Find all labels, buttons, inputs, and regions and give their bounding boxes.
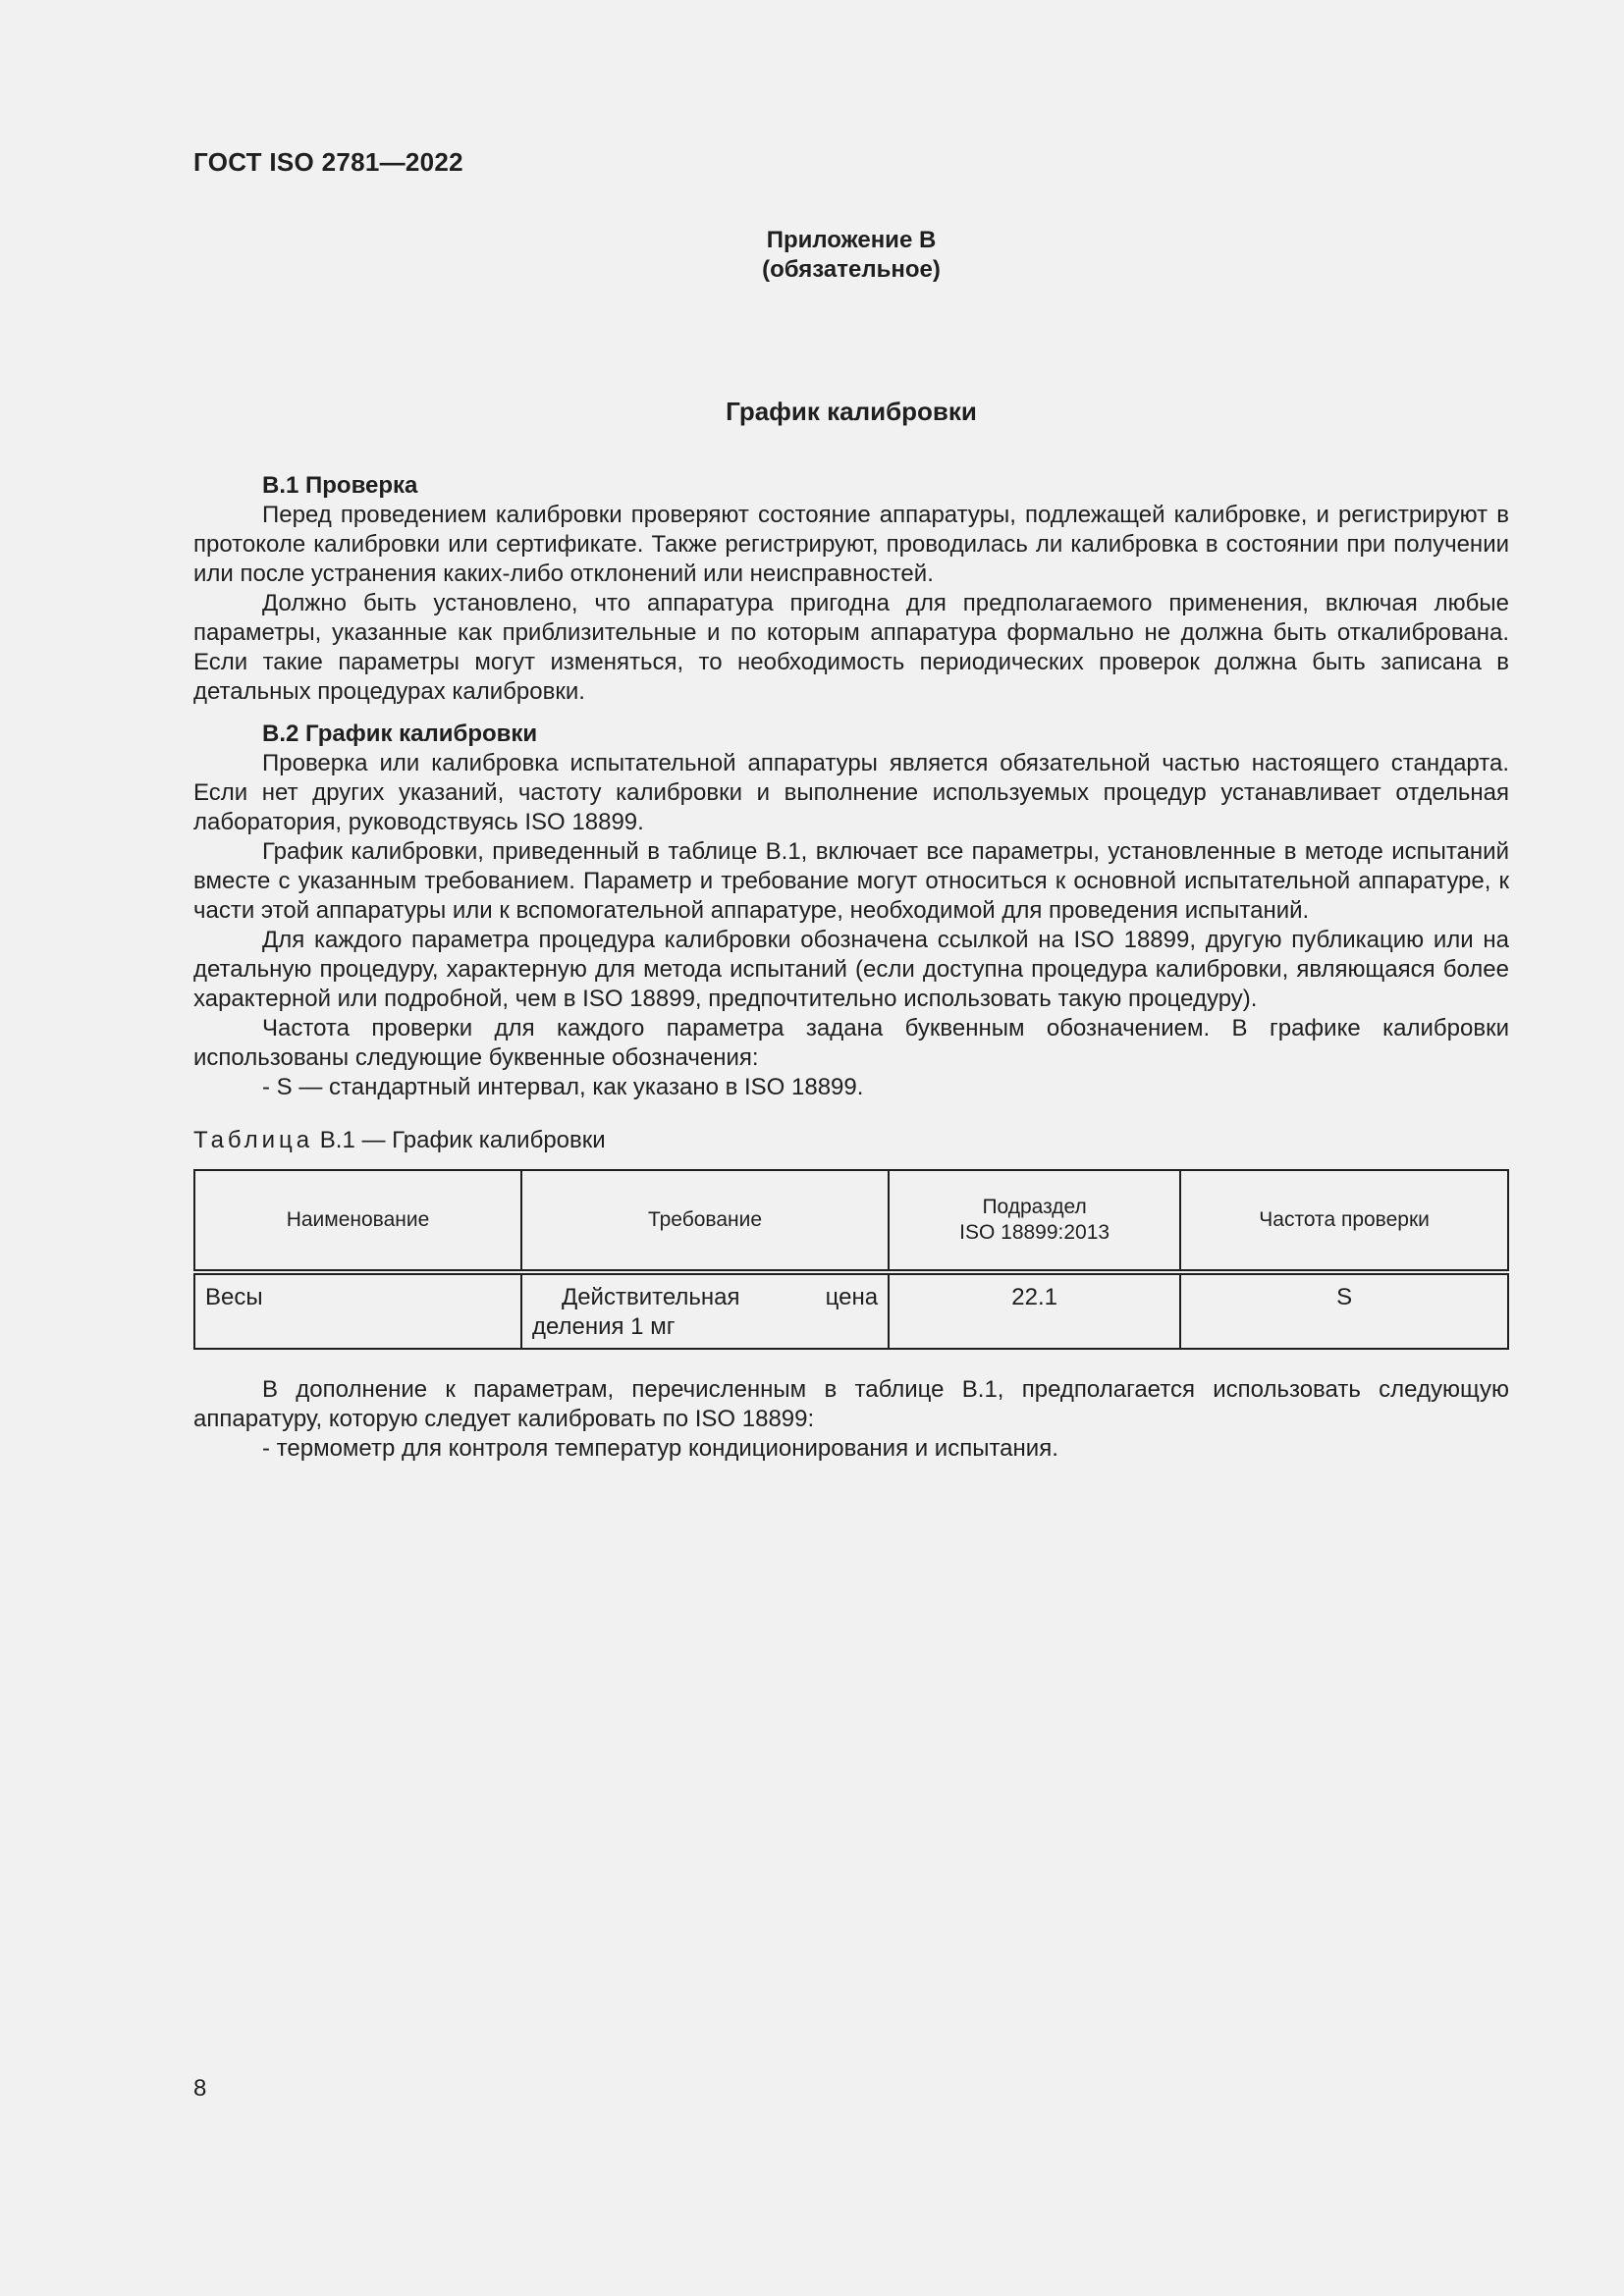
document-title: График калибровки [726,397,977,426]
annex-title: Приложение В [766,227,937,253]
header-requirement: Требование [521,1170,889,1272]
list-item: - S — стандартный интервал, как указано в ISO 18899. [262,1074,864,1100]
table-caption [193,1126,1509,1155]
page-number: 8 [193,2075,207,2102]
header-subsection-line1: Подраздел [982,1196,1087,1218]
annex-heading [193,226,1509,285]
section-b1-paragraph: Должно быть установлено, что аппаратура пригодна для предполагаемого применения, включая любые параметры, указанные как приблизительные и по которым аппаратура формально не должна быть откалибрована. Если такие параметры могут изменяться, то необходимость периодических проверок должна быть записана в детальных процедурах калибровки. [193,590,1509,705]
section-b1-paragraph: Перед проведением калибровки проверяют состояние аппаратуры, подлежащей калибровке, и регистрируют в протоколе калибровки или сертификате. Также регистрируют, проводилась ли калибровка в состоянии при получении или после устранения каких-либо отклонений или неисправностей. [193,502,1509,587]
header-subsection-line2: ISO 18899:2013 [959,1221,1110,1244]
list-item: - термометр для контроля температур кондиционирования и испытания. [262,1435,1058,1462]
cell-subsection: 22.1 [889,1272,1180,1349]
section-b2-paragraph: Проверка или калибровка испытательной аппаратуры является обязательной частью настоящего стандарта. Если нет других указаний, частоту калибровки и выполнение используемых процедур устанавливает отдельная лаборатория, руководствуясь ISO 18899. [193,750,1509,835]
annex-status: (обязательное) [762,256,941,283]
cell-requirement: Действительная цена деления 1 мг [521,1272,889,1349]
section-b2-paragraph: График калибровки, приведенный в таблице В.1, включает все параметры, установленные в методе испытаний вместе с указанным требованием. Параметр и требование могут относиться к основной испытательной аппаратуре, к части этой аппаратуры или к вспомогательной аппаратуре, необходимой для проведения испытаний. [193,838,1509,924]
cell-frequency: S [1180,1272,1508,1349]
section-b2-paragraph: Частота проверки для каждого параметра задана буквенным обозначением. В графике калибровки использованы следующие буквенные обозначения: [193,1015,1509,1071]
table-row [194,1272,1508,1349]
header-frequency: Частота проверки [1180,1170,1508,1272]
section-b1-heading: В.1 Проверка [262,472,418,499]
after-table-paragraph: В дополнение к параметрам, перечисленным в таблице В.1, предполагается использовать следующую аппаратуру, которую следует калибровать по ISO 18899: [193,1376,1509,1432]
calibration-table [193,1169,1509,1350]
section-b2-paragraph: Для каждого параметра процедура калибровки обозначена ссылкой на ISO 18899, другую публикацию или на детальную процедуру, характерную для метода испытаний (если доступна процедура калибровки, являющаяся более характерной или подробной, чем в ISO 18899, предпочтительно использовать такую процедуру). [193,927,1509,1012]
table-caption-text: В.1 — График калибровки [313,1127,606,1153]
document-body [193,471,1509,1464]
header-name: Наименование [194,1170,521,1272]
document-code: ГОСТ ISO 2781—2022 [193,147,463,177]
cell-name: Весы [194,1272,521,1349]
section-b2-heading: В.2 График калибровки [262,721,538,747]
table-header-row [194,1170,1508,1272]
table-caption-label: Таблица [193,1127,314,1153]
header-subsection [889,1170,1180,1272]
